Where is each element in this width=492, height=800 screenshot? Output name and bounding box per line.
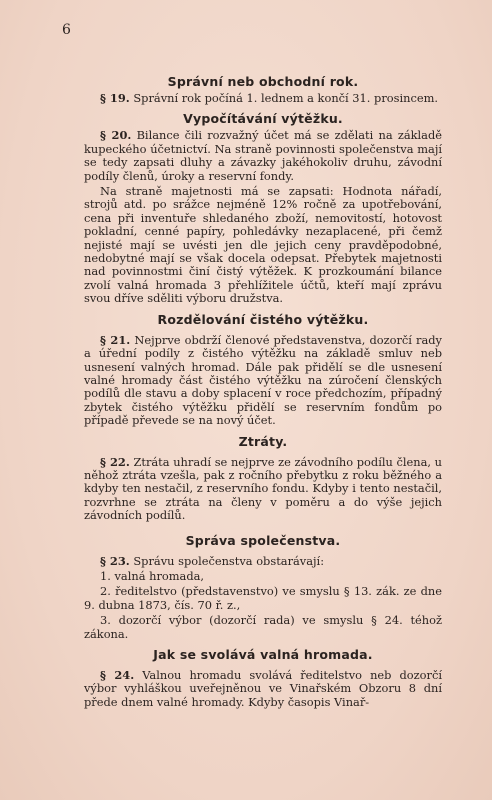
paragraph-text: Bilance čili rozvažný účet má se zdělati na základě kupeckého účetnictví. Na straně povinnosti společenstva mají se tedy zapsati dluhy a závazky jakéhokoliv druhu, závodní podíly členů, úroky a reservní fondy. xyxy=(84,128,442,183)
section-heading: Správa společenstva. xyxy=(185,532,341,548)
paragraph xyxy=(84,456,442,523)
list-item xyxy=(84,570,442,583)
section-heading: Jak se svolává valná hromada. xyxy=(153,647,373,662)
paragraph xyxy=(84,669,442,709)
paragraph xyxy=(84,129,442,183)
paragraph-text: Ztráta uhradí se nejprve ze závodního podílu člena, u něhož ztráta vzešla, pak z ročního přebytku z roku běžného a kdyby ten nestačil, z reservního fondu. Kdyby i tento nestačil, rozvrhne se ztráta na členy v poměru a do výše jejich závodních podílů. xyxy=(84,454,442,523)
section-heading: Vypočítávání výtěžku. xyxy=(183,111,343,127)
paragraph xyxy=(84,185,442,306)
paragraph xyxy=(84,334,442,428)
paragraph-number: § 23. xyxy=(100,553,130,568)
list-item xyxy=(84,585,442,612)
page-content xyxy=(84,66,442,715)
paragraph-number: § 19. xyxy=(100,91,130,105)
paragraph-text: Valnou hromadu svolává ředitelstvo neb dozorčí výbor vyhláškou uveřejněnou ve Vinařském Obzoru 8 dní přede dnem valné hromady. Kdyby časopis Vinař- xyxy=(84,668,442,709)
paragraph-number: § 20. xyxy=(100,128,132,143)
page-number: 6 xyxy=(62,22,71,38)
paragraph-text: Nejprve obdrží členové představenstva, dozorčí rady a úřední podíly z čistého výtěžku na základě smluv neb usnesení valných hromad. Dále pak přidělí se dle usnesení valné hromady část čistého výtěžku na zúročení členských podílů dle stavu a doby splacení v roce předchozím, případný zbytek čistého výtěžku přidělí se reservním fondům po případě převede se na nový účet. xyxy=(84,332,442,428)
list-item-text: 3. dozorčí výbor (dozorčí rada) ve smyslu § 24. téhož zákona. xyxy=(84,613,442,641)
paragraph-number: § 22. xyxy=(100,454,130,469)
paragraph-text: Na straně majetnosti má se zapsati: Hodnota nářadí, strojů atd. po srážce nejméně 12% ročně za upotřebování, cena při inventuře shledaného zboží, nemovitostí, hotovost pokladní, cenné papíry, pohledávky nezaplacené, při čemž nejisté mají se uvésti jen dle jejich ceny pravděpodobné, nedobytné mají se však docela odepsat. Přebytek majetnosti nad povinnostmi činí čistý výtěžek. K prozkoumání bilance zvolí valná hromada 3 přehlížitele účtů, kteří mají zprávu svou dříve sděliti výboru družstva. xyxy=(84,184,442,306)
list-item-text: 2. ředitelstvo (představenstvo) ve smyslu § 13. zák. ze dne 9. dubna 1873, čís. 70 ř. z., xyxy=(84,584,442,612)
section-heading: Správní neb obchodní rok. xyxy=(167,74,359,89)
list-item xyxy=(84,614,442,641)
section-heading: Ztráty. xyxy=(238,433,288,449)
paragraph xyxy=(84,555,442,568)
paragraph xyxy=(84,92,442,105)
paragraph-number: § 24. xyxy=(100,668,135,682)
paragraph-text: Správu společenstva obstarávají: xyxy=(133,553,325,568)
paragraph-number: § 21. xyxy=(100,332,131,347)
section-heading: Rozdělování čistého výtěžku. xyxy=(157,311,369,327)
paragraph-text: Správní rok počíná 1. lednem a končí 31. prosincem. xyxy=(133,91,438,105)
list-item-text: 1. valná hromada, xyxy=(100,568,205,583)
